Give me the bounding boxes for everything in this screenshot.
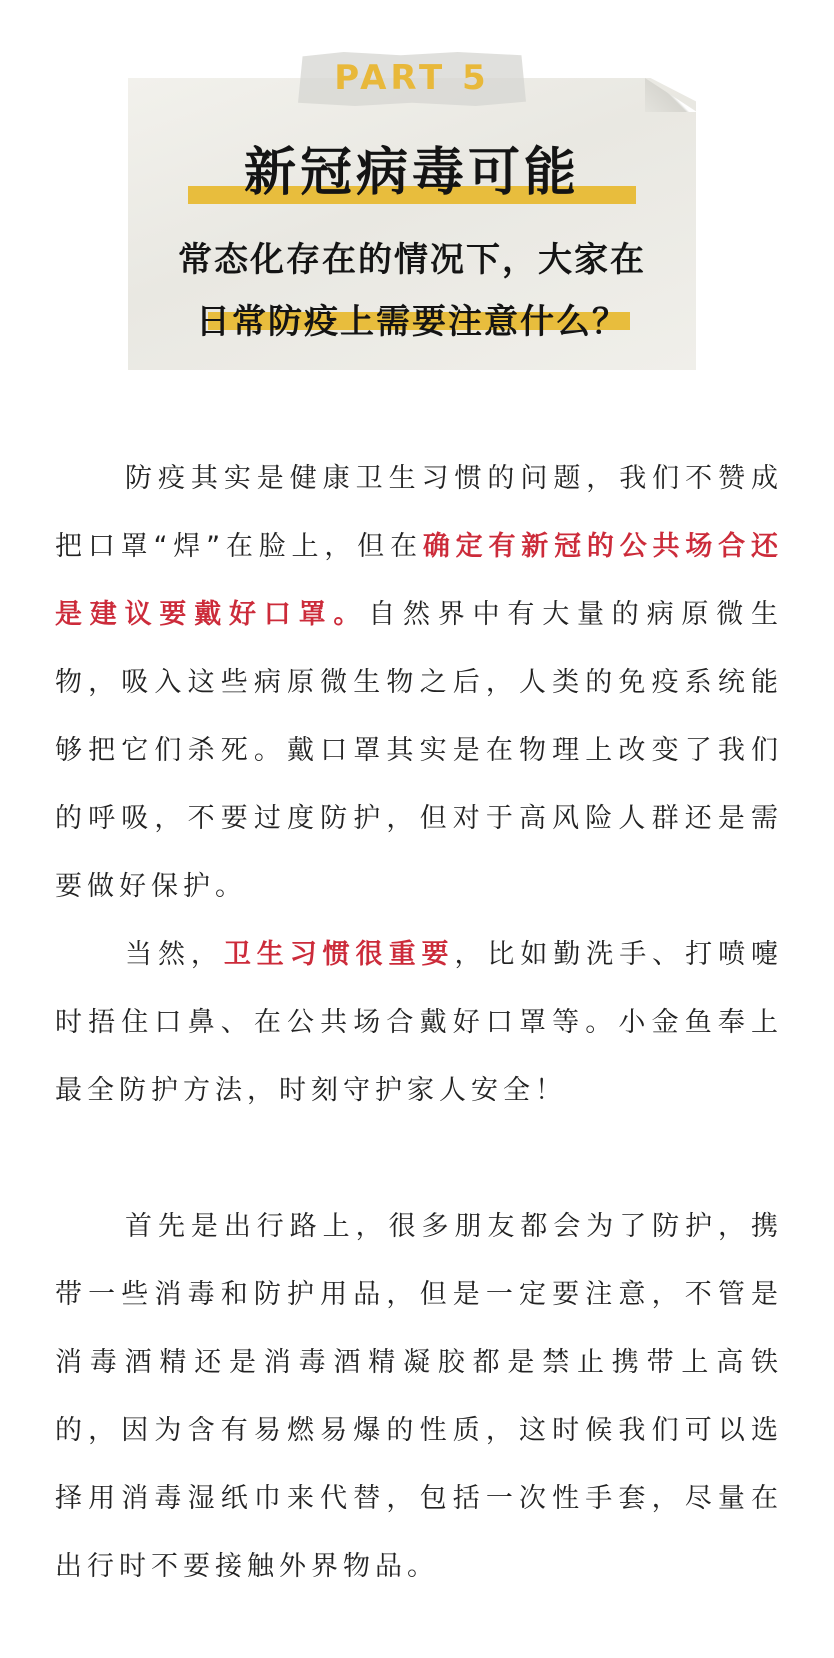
part-label: PART 5 [334, 58, 490, 98]
paragraph-text: ，比如勤洗手、打喷嚏时捂住口鼻、在公共场合戴好口罩等。小金鱼奉上最全防护方法，时刻守护家人安全！ [55, 939, 784, 1106]
paragraph-text: 防疫其实是健康卫生习惯的问题，我们不赞成把口罩“焊”在脸上，但在 [55, 463, 783, 562]
paragraph-text: 首先是出行路上，很多朋友都会为了防护，携带一些消毒和防护用品，但是一定要注意，不管是消毒酒精还是消毒酒精凝胶都是禁止携带上高铁的，因为含有易燃易爆的性质，这时候我们可以选择用消毒湿纸巾来代替，包括一次性手套，尽量在出行时不要接触外界物品。 [55, 1211, 783, 1582]
paragraph-travel [55, 1193, 783, 1601]
section-title: 新冠病毒可能 [243, 143, 580, 203]
paragraph-text: 当然， [125, 939, 224, 970]
highlighted-text: 卫生习惯很重要 [223, 939, 455, 970]
paragraph-text: 自然界中有大量的病原微生物，吸入这些病原微生物之后，人类的免疫系统能够把它们杀死。戴口罩其实是在物理上改变了我们的呼吸，不要过度防护，但对于高风险人群还是需要做好保护。 [55, 599, 784, 902]
section-subtitle-line-2: 日常防疫上需要注意什么？ [196, 302, 628, 342]
paragraph-hygiene [55, 921, 783, 1125]
paragraph-masks [55, 445, 783, 921]
section-subtitle-line-1: 常态化存在的情况下，大家在 [178, 240, 646, 280]
highlighted-text: 确定有新冠的公共场合还是建议要戴好口罩。 [55, 531, 784, 630]
